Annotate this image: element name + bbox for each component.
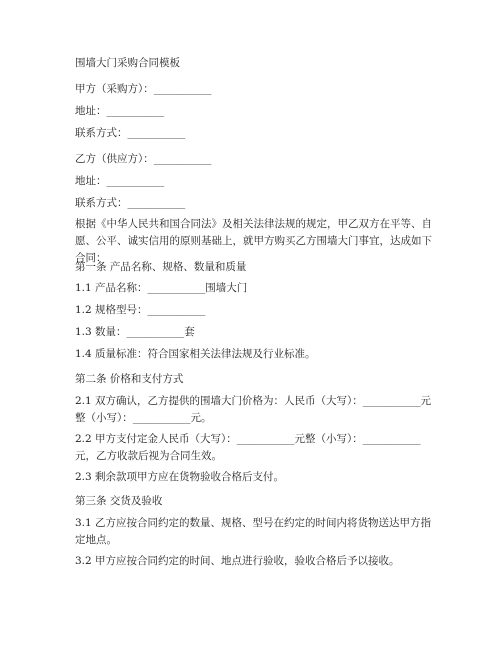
clause-3-1: 3.1 乙方应按合同约定的数量、规格、型号在约定的时间内将货物送达甲方指定地点。 [75, 517, 432, 546]
article-2-heading: 第二条 价格和支付方式 [75, 373, 184, 385]
document-title: 围墙大门采购合同模板 [75, 57, 180, 69]
article-1-heading: 第一条 产品名称、规格、数量和质量 [75, 261, 247, 273]
party-b-address-line: 地址：___________ [75, 175, 165, 187]
article-3-heading: 第三条 交货及验收 [75, 495, 163, 507]
preamble-paragraph: 根据《中华人民共和国合同法》及相关法律法规的规定，甲乙双方在平等、自愿、公平、诚实信用的原则基础上，就甲方购买乙方围墙大门事宜，达成如下合同： [75, 218, 432, 264]
clause-1-3: 1.3 数量：___________套 [75, 326, 195, 338]
party-b-contact-line: 联系方式：___________ [75, 197, 186, 209]
clause-1-2: 1.2 规格型号：___________ [75, 304, 206, 316]
clause-2-1: 2.1 双方确认，乙方提供的围墙大门价格为：人民币（大写）：___________元整（小写）：___________元。 [75, 395, 432, 424]
clause-1-4: 1.4 质量标准：符合国家相关法律法规及行业标准。 [75, 348, 316, 360]
clause-1-1: 1.1 产品名称：___________围墙大门 [75, 282, 248, 294]
party-a-address-line: 地址：___________ [75, 105, 165, 117]
clause-2-3: 2.3 剩余款项甲方应在货物验收合格后支付。 [75, 471, 285, 483]
clause-2-2: 2.2 甲方支付定金人民币（大写）：___________元整（小写）：___________元，乙方收款后视为合同生效。 [75, 433, 421, 462]
party-b-line: 乙方（供应方）：___________ [75, 153, 212, 165]
party-a-line: 甲方（采购方）：___________ [75, 83, 212, 95]
clause-3-2: 3.2 甲方应按合同约定的时间、地点进行验收，验收合格后予以接收。 [75, 555, 400, 567]
party-a-contact-line: 联系方式：___________ [75, 127, 186, 139]
